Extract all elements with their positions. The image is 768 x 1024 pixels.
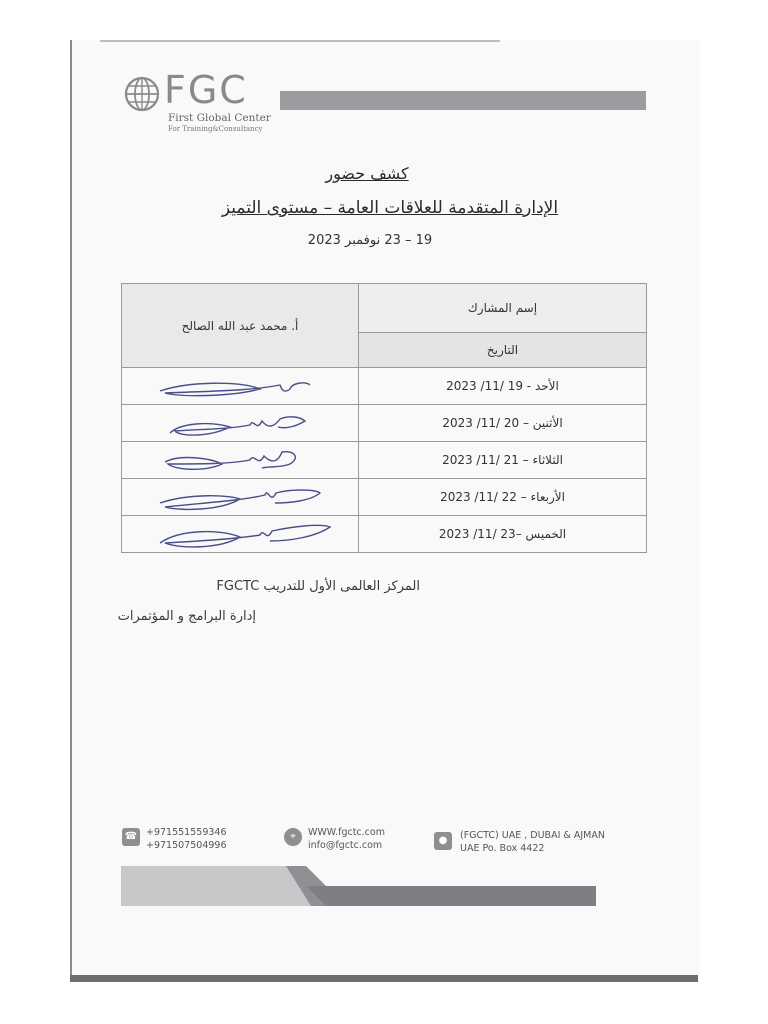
signature-image (150, 444, 330, 476)
phone-2: +971507504996 (146, 840, 227, 851)
course-dates: 19 – 23 نوفمبر 2023 (307, 233, 433, 248)
signature-cell (122, 368, 359, 405)
table-row (122, 479, 647, 516)
globe-icon (122, 74, 162, 114)
header-bar (280, 91, 646, 110)
page-bottom-edge (70, 975, 698, 982)
web-contact (308, 826, 385, 852)
logo-tagline: For Training&Consultancy (168, 125, 263, 133)
department-name: إدارة البرامج و المؤتمرات (117, 609, 256, 624)
phone-1: +971551559346 (146, 827, 227, 838)
participant-header: إسم المشارك (359, 284, 647, 333)
course-title: الإدارة المتقدمة للعلاقات العامة – مستوى التميز (221, 198, 559, 218)
signature-cell (122, 516, 359, 553)
organization-name: المركز العالمى الأول للتدريب FGCTC (216, 579, 420, 594)
phone-numbers (146, 826, 227, 852)
attendance-date: الأربعاء – 22 /11/ 2023 (359, 479, 647, 516)
website: WWW.fgctc.com (308, 827, 385, 838)
table-row (122, 368, 647, 405)
attendance-table (121, 283, 647, 553)
table-row (122, 442, 647, 479)
table-row (122, 405, 647, 442)
company-logo (122, 68, 272, 140)
document-title: كشف حضور (325, 164, 409, 183)
address-line-1: (FGCTC) UAE , DUBAI & AJMAN (460, 830, 605, 841)
attendance-date: الخميس –23 /11/ 2023 (359, 516, 647, 553)
date-header: التاريخ (359, 333, 647, 368)
attendance-date: الأثنين – 20 /11/ 2023 (359, 405, 647, 442)
signature-image (140, 517, 340, 551)
logo-wordmark: FGC (164, 68, 248, 112)
signature-image (150, 481, 330, 513)
signature-cell (122, 405, 359, 442)
attendance-date: الثلاثاء – 21 /11/ 2023 (359, 442, 647, 479)
location-pin-icon: ● (434, 832, 452, 850)
attendance-date: الأحد - 19 /11/ 2023 (359, 368, 647, 405)
page-top-edge (100, 40, 500, 42)
email: info@fgctc.com (308, 840, 383, 851)
phone-icon: ☎ (122, 828, 140, 846)
address (460, 829, 605, 855)
web-icon: ⌖ (284, 828, 302, 846)
participant-name: أ. محمد عبد الله الصالح (122, 284, 359, 368)
signature-cell (122, 442, 359, 479)
footer-band (121, 866, 596, 906)
address-line-2: UAE Po. Box 4422 (460, 843, 545, 854)
signature-cell (122, 479, 359, 516)
signature-image (150, 407, 330, 439)
table-row (122, 516, 647, 553)
logo-subtitle: First Global Center (168, 112, 271, 124)
signature-image (150, 371, 330, 401)
